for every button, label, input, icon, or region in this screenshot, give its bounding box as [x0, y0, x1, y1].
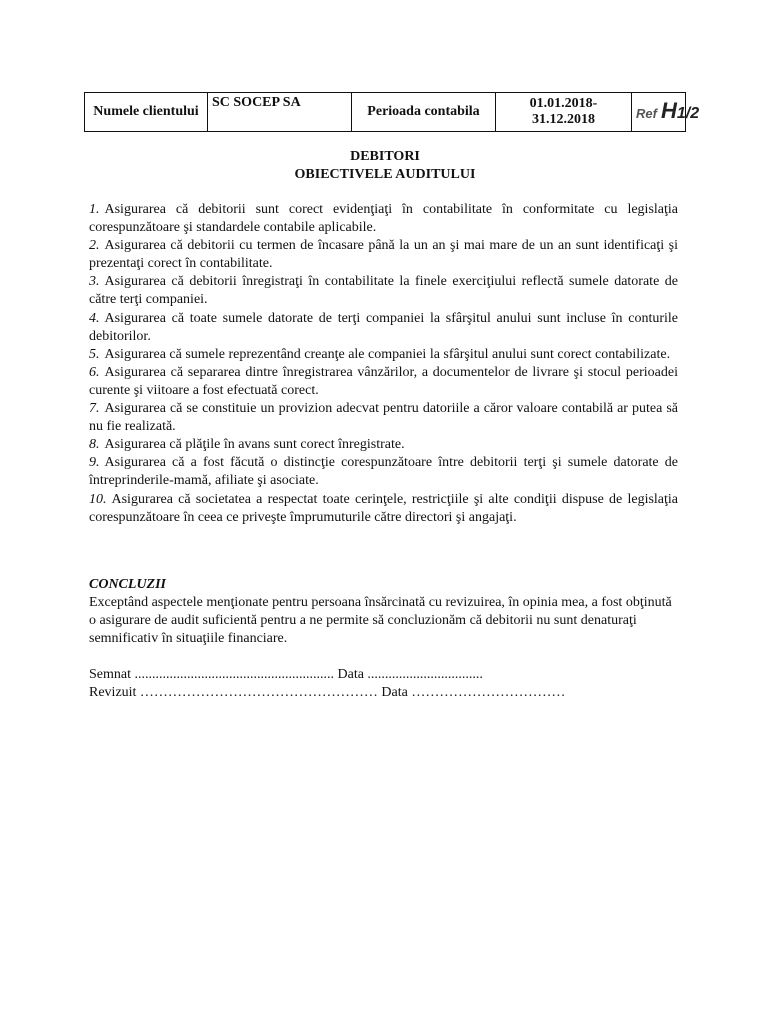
objective-number: 8.: [89, 437, 100, 453]
objective-text: Asigurarea că toate sumele datorate de terţi companiei la sfârşitul anului sunt incluse în conturile debitorilor.: [89, 310, 678, 344]
conclusions-title: CONCLUZII: [89, 577, 167, 592]
header-row: [85, 93, 686, 132]
signature-section: [89, 666, 678, 702]
ref-label: Ref: [636, 105, 657, 121]
client-label: Numele clientului: [85, 93, 208, 132]
document-subtitle: OBIECTIVELE AUDITULUI: [294, 167, 476, 182]
objective-item: [89, 201, 678, 237]
objective-text: Asigurarea că debitorii cu termen de încasare până la un an şi mai mare de un an sunt identificaţi şi prezentaţi corect în contabilitate.: [89, 238, 678, 272]
objective-number: 4.: [89, 310, 100, 326]
objective-item: [89, 273, 678, 309]
conclusions-section: [89, 576, 678, 648]
objective-number: 10.: [89, 491, 107, 507]
objective-text: Asigurarea că sumele reprezentând creanţe ale companiei la sfârşitul anului sunt corect contabilizate.: [104, 346, 671, 362]
objective-item: [89, 310, 678, 346]
signed-line: Semnat ......................................................... Data .................................: [89, 667, 483, 682]
objective-number: 5.: [89, 346, 100, 362]
objective-number: 3.: [89, 274, 100, 290]
objectives-list: [89, 201, 678, 527]
objective-text: Asigurarea că societatea a respectat toate cerinţele, restricţiile şi alte condiţii dispuse de legislaţia corespunzătoare în ceea ce priveşte împrumuturile către directori şi angajaţi.: [89, 491, 678, 525]
conclusions-text: Exceptând aspectele menţionate pentru persoana însărcinată cu revizuirea, în opinia mea, a fost obţinută o asigurare de audit suficientă pentru a ne permite să concluzionăm că debitorii nu sunt denaturaţi semnificativ în situaţiile financiare.: [89, 595, 672, 646]
objective-item: [89, 436, 678, 454]
objective-number: 9.: [89, 455, 100, 471]
title-block: [84, 148, 686, 184]
objective-text: Asigurarea că debitorii sunt corect evidenţiaţi în contabilitate în conformitate cu legislaţia corespunzătoare şi standardele contabile aplicabile.: [89, 202, 678, 236]
ref-number: 1/2: [676, 104, 700, 122]
objective-item: [89, 400, 678, 436]
objective-number: 7.: [89, 401, 100, 417]
objective-item: [89, 346, 678, 364]
objective-number: 1.: [89, 202, 100, 217]
objective-text: Asigurarea că separarea dintre înregistrarea vânzărilor, a documentelor de livrare şi stocul perioadei curente şi viitoare a fost efectuată corect.: [89, 364, 678, 398]
objective-item: [89, 364, 678, 400]
ref-letter: H: [660, 97, 677, 123]
objective-text: Asigurarea că debitorii înregistraţi în contabilitate la finele exerciţiului reflectă sumele datorate de către terţi companiei.: [89, 274, 678, 308]
objective-item: [89, 491, 678, 527]
ref-cell: [632, 93, 700, 132]
reviewed-line: Revizuit …………………………………………… Data ……………………………: [89, 685, 566, 700]
objective-item: [89, 454, 678, 490]
client-name: SC SOCEP SA: [208, 93, 352, 132]
header-table: [84, 92, 700, 132]
objective-number: 6.: [89, 364, 100, 380]
objective-text: Asigurarea că se constituie un provizion adecvat pentru datoriile a căror valoare contabilă ar putea să nu fie realizată.: [89, 401, 678, 435]
period-value: 01.01.2018-31.12.2018: [496, 93, 632, 132]
objective-item: [89, 237, 678, 273]
objective-text: Asigurarea că a fost făcută o distincţie corespunzătoare între debitorii terţi şi sumele datorate de întreprinderile-mamă, afiliate şi asociate.: [89, 455, 678, 489]
period-label: Perioada contabila: [352, 93, 496, 132]
document-title: DEBITORI: [350, 149, 420, 164]
objective-number: 2.: [89, 238, 100, 254]
objective-text: Asigurarea că plăţile în avans sunt corect înregistrate.: [104, 437, 405, 453]
